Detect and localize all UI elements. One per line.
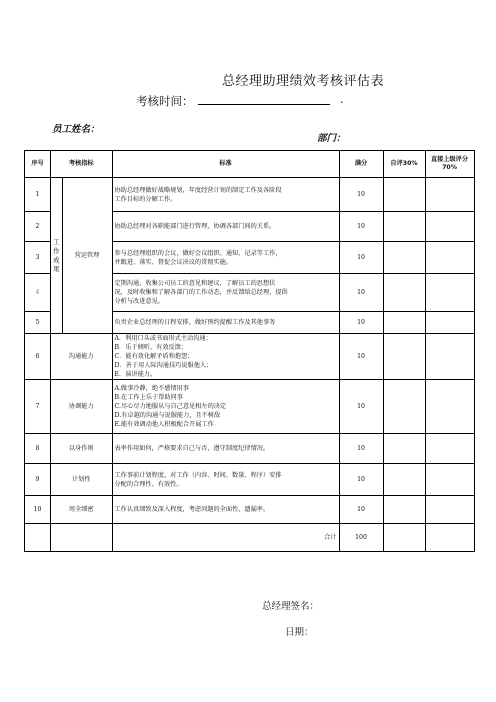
standard-cell <box>112 334 339 380</box>
table-header-row <box>25 151 475 178</box>
standard-line: B.在工作上乐于帮助同事 <box>114 394 183 401</box>
standard-line: C.尽心尽力地服从与自己意见相左的决定 <box>114 403 227 410</box>
row-seq: 8 <box>25 434 51 464</box>
self-score-input[interactable] <box>383 178 425 212</box>
evaluation-table <box>24 150 475 552</box>
header-seq: 序号 <box>25 151 51 178</box>
standard-line: E．演讲能力。 <box>114 371 157 378</box>
indicator-cell: 以身作则 <box>51 434 113 464</box>
full-score-cell: 10 <box>339 312 383 334</box>
standard-line: 分配的合理性、有效性。 <box>114 480 183 488</box>
standard-cell <box>112 242 339 274</box>
header-full-score: 满分 <box>339 151 383 178</box>
superior-score-input[interactable] <box>425 496 474 524</box>
row-seq: 2 <box>25 212 51 242</box>
standard-line: 工作事前计划程度，对工作（内容、时间、数量、程序）安排 <box>114 471 282 479</box>
total-score: 100 <box>339 524 383 552</box>
table-row <box>25 464 475 496</box>
superior-score-input[interactable] <box>425 434 474 464</box>
standard-cell <box>112 434 339 464</box>
total-empty-cell <box>51 524 113 552</box>
full-score-cell: 10 <box>339 334 383 380</box>
self-score-input[interactable] <box>383 496 425 524</box>
period-label: 考核时间： <box>136 94 194 108</box>
full-score-cell: 10 <box>339 434 383 464</box>
full-score-cell: 10 <box>339 242 383 274</box>
group-label-char: 工 <box>53 237 60 246</box>
indicator-cell: 计划性 <box>51 464 113 496</box>
self-score-input[interactable] <box>383 312 425 334</box>
table-row <box>25 334 475 380</box>
superior-score-input[interactable] <box>425 334 474 380</box>
self-score-input[interactable] <box>383 334 425 380</box>
standard-line: 分析与改进意见。 <box>114 298 164 305</box>
standard-cell <box>112 496 339 524</box>
manager-signature-label: 总经理签名： <box>262 601 320 612</box>
standard-line: 工作认真细致及深入程度，考虑问题的全面性、遗漏率。 <box>114 506 270 513</box>
standard-line: 况，及时收集和了解各部门的工作动态，并反馈给总经理，提供 <box>114 289 288 296</box>
indicator-cell: 协调能力 <box>51 380 113 434</box>
indicator-cell: 周全细密 <box>51 496 113 524</box>
header-indicator: 考核指标 <box>51 151 113 178</box>
department-label: 部门： <box>317 133 346 144</box>
full-score-cell: 10 <box>339 212 383 242</box>
total-row <box>25 524 475 552</box>
group-label-char: 成 <box>53 255 60 264</box>
full-score-cell: 10 <box>339 496 383 524</box>
standard-line: 协助总经理对各职能部门进行管理，协调各部门间的关系。 <box>114 223 276 230</box>
total-empty-cell <box>25 524 51 552</box>
standard-cell <box>112 212 339 242</box>
group-label-char: 作 <box>53 246 60 255</box>
standard-cell <box>112 274 339 312</box>
self-total-input[interactable] <box>383 524 425 552</box>
row-seq: 9 <box>25 464 51 496</box>
employee-name-label: 员工姓名： <box>52 124 100 135</box>
group-label-char: 果 <box>53 264 60 273</box>
header-standard: 标准 <box>112 151 339 178</box>
standard-line: B．乐于倾听，有效反馈； <box>114 344 188 351</box>
standard-line: A.做事冷静，绝不感情用事 <box>114 385 189 392</box>
page-title: 总经理助理绩效考核评估表 <box>221 74 384 89</box>
self-score-input[interactable] <box>383 242 425 274</box>
self-score-input[interactable] <box>383 274 425 312</box>
superior-score-input[interactable] <box>425 312 474 334</box>
period-dot: . <box>340 93 344 106</box>
superior-score-input[interactable] <box>425 212 474 242</box>
superior-score-input[interactable] <box>425 380 474 434</box>
standard-cell <box>112 464 339 496</box>
standard-line: A．利用口头或书面形式主动沟通； <box>114 335 212 342</box>
self-score-input[interactable] <box>383 212 425 242</box>
standard-line: 协助总经理做好战略规划，年度经营计划的制定工作及各阶段 <box>114 186 282 194</box>
full-score-cell: 10 <box>339 464 383 496</box>
group-label-cell <box>51 178 63 334</box>
table-row <box>25 496 475 524</box>
row-seq: 4 <box>25 274 51 312</box>
standard-cell <box>112 380 339 434</box>
self-score-input[interactable] <box>383 434 425 464</box>
full-score-cell: 10 <box>339 178 383 212</box>
self-score-input[interactable] <box>383 380 425 434</box>
superior-total-input[interactable] <box>425 524 474 552</box>
standard-line: 工作目标的分解工作。 <box>114 195 177 203</box>
superior-score-input[interactable] <box>425 464 474 496</box>
standard-line: D.有卓越的沟通与说服能力，且不树敌 <box>114 412 221 419</box>
standard-line: 定期沟通、收集公司员工的意见和建议，了解员工的思想状 <box>114 280 276 287</box>
superior-score-input[interactable] <box>425 242 474 274</box>
row-seq: 3 <box>25 242 51 274</box>
standard-cell <box>112 312 339 334</box>
indicator-cell: 沟通能力 <box>51 334 113 380</box>
row-seq: 7 <box>25 380 51 434</box>
row-seq: 6 <box>25 334 51 380</box>
standard-cell <box>112 178 339 212</box>
indicator-cell: 营运管理 <box>62 178 112 334</box>
row-seq: 10 <box>25 496 51 524</box>
table-row <box>25 434 475 464</box>
standard-line: C．能有效化解矛盾和抱怨； <box>114 353 194 360</box>
superior-score-input[interactable] <box>425 274 474 312</box>
table-row <box>25 380 475 434</box>
standard-line: D．善于用人际沟通技巧说服他人； <box>114 362 213 369</box>
date-label: 日期： <box>285 627 314 638</box>
total-label: 合计 <box>112 524 339 552</box>
header-superior-score: 直接上级评分70% <box>425 151 474 178</box>
standard-line: 并跟进、落实、督促会议决议的贯彻实施。 <box>114 258 233 266</box>
row-seq: 1 <box>25 178 51 212</box>
superior-score-input[interactable] <box>425 178 474 212</box>
period-input-line[interactable] <box>198 104 330 105</box>
row-seq: 5 <box>25 312 51 334</box>
table-row <box>25 178 475 212</box>
self-score-input[interactable] <box>383 464 425 496</box>
standard-line: E.能有效调动他人积极配合开展工作 <box>114 421 214 428</box>
standard-line: 参与总经理组织的会议，做好会议组织、通知、记录等工作， <box>114 249 282 257</box>
full-score-cell: 10 <box>339 380 383 434</box>
standard-line: 负责企业总经理的日程安排，做好预约提醒工作及其他事务 <box>114 319 276 326</box>
full-score-cell: 10 <box>339 274 383 312</box>
standard-line: 表率作用如何，严格要求自己与否，遵守制度纪律情况。 <box>114 445 270 452</box>
header-self-score: 自评30% <box>383 151 425 178</box>
